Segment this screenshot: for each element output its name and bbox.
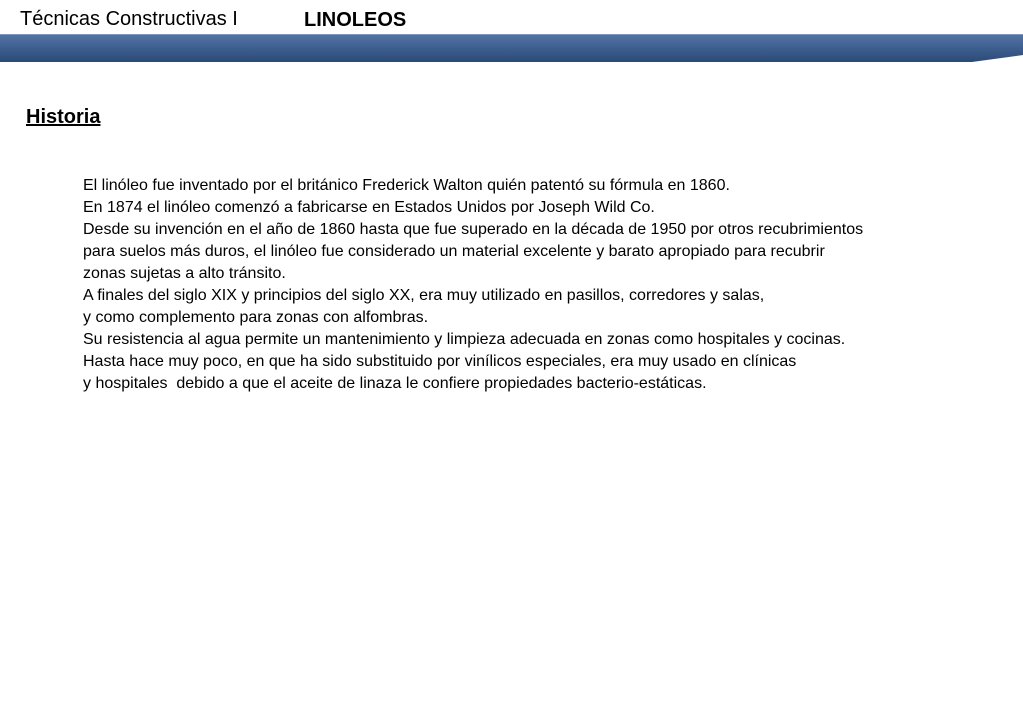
body-line: El linóleo fue inventado por el británico Frederick Walton quién patentó su fórmula en 1860. <box>83 177 730 194</box>
body-line: Su resistencia al agua permite un mantenimiento y limpieza adecuada en zonas como hospitales y cocinas. <box>83 331 846 348</box>
body-line: A finales del siglo XIX y principios del siglo XX, era muy utilizado en pasillos, corredores y salas, <box>83 287 765 304</box>
header-bar-shape <box>0 34 1023 62</box>
body-line: y como complemento para zonas con alfombras. <box>83 309 429 326</box>
body-line: para suelos más duros, el linóleo fue considerado un material excelente y barato apropiado para recubrir <box>83 243 825 260</box>
topic-title: LINOLEOS <box>304 9 407 31</box>
body-line: zonas sujetas a alto tránsito. <box>83 265 286 282</box>
body-line: y hospitales debido a que el aceite de linaza le confiere propiedades bacterio-estáticas. <box>83 375 707 392</box>
header-bar <box>0 33 1023 64</box>
body-line: En 1874 el linóleo comenzó a fabricarse en Estados Unidos por Joseph Wild Co. <box>83 199 655 216</box>
section-heading: Historia <box>26 106 101 128</box>
body-line: Desde su invención en el año de 1860 hasta que fue superado en la década de 1950 por otros recubrimientos <box>83 221 864 238</box>
body-text <box>83 175 1013 395</box>
body-line: Hasta hace muy poco, en que ha sido substituido por vinílicos especiales, era muy usado en clínicas <box>83 353 797 370</box>
course-title: Técnicas Constructivas I <box>20 8 238 30</box>
